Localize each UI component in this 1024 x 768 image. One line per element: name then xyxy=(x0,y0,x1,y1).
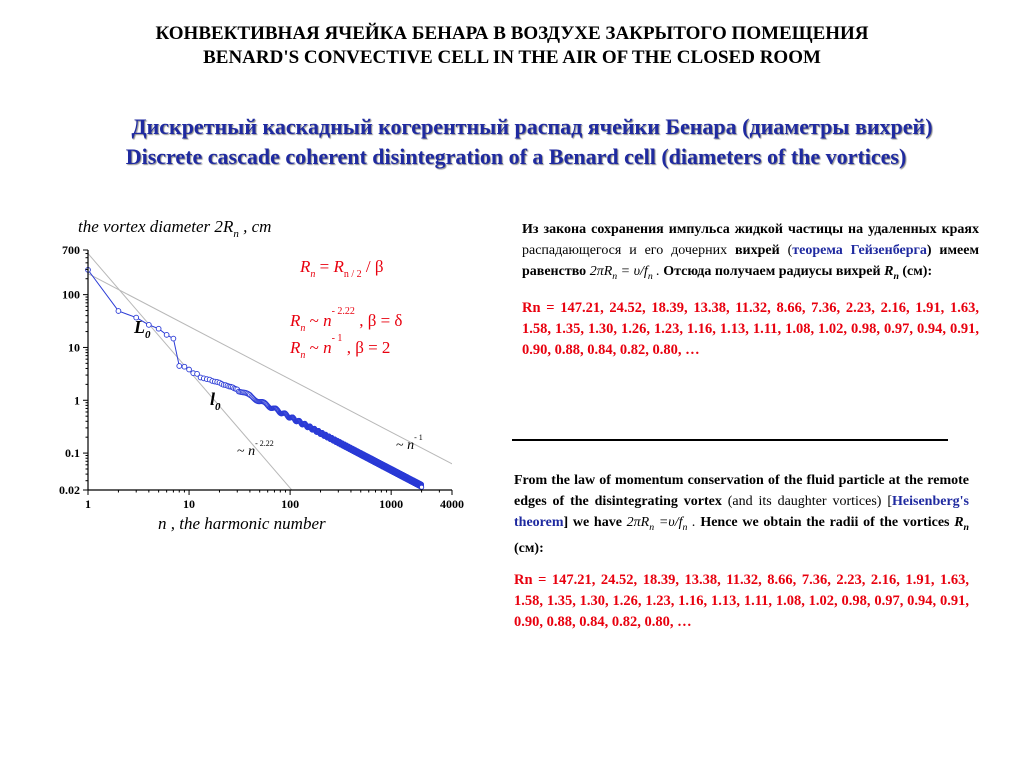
x-tick-label: 4000 xyxy=(440,497,464,511)
data-point xyxy=(116,309,121,314)
en-radii-values: Rn = 147.21, 24.52, 18.39, 13.38, 11.32, 8.66, 7.36, 2.23, 2.16, 1.91, 1.63, 1.58, 1.35, 1.30, 1.26, 1.23, 1.16, 1.13, 1.11, 1.08, 1.02, 0.98, 0.97, 0.94, 0.91, 0.90, 0.88, 0.84, 0.82, 0.80, … xyxy=(514,572,969,630)
annotation-L0: $L_0$ xyxy=(134,317,151,341)
y-tick-label: 100 xyxy=(62,287,80,302)
title-en: BENARD'S CONVECTIVE CELL IN THE AIR OF THE CLOSED ROOM xyxy=(203,47,821,68)
reference-line-0 xyxy=(58,218,470,550)
y-tick-label: 1 xyxy=(74,393,80,408)
subtitle-ru: Дискретный каскадный когерентный распад ячейки Бенара (диаметры вихрей) xyxy=(131,114,933,139)
ru-radii-values: Rn = 147.21, 24.52, 18.39, 13.38, 11.32, 8.66, 7.36, 2.23, 2.16, 1.91, 1.63, 1.58, 1.35, 1.30, 1.26, 1.23, 1.16, 1.13, 1.11, 1.08, 1.02, 0.98, 0.97, 0.94, 0.91, 0.90, 0.88, 0.84, 0.82, 0.80, … xyxy=(522,300,979,358)
data-point xyxy=(156,326,161,331)
formula-cascade: $R_n = R_{n / 2} / \beta$ xyxy=(300,257,384,280)
data-point xyxy=(146,322,151,327)
y-tick-label: 10 xyxy=(68,340,80,355)
section-divider xyxy=(512,439,948,441)
en-text-5: (см): xyxy=(514,541,544,556)
data-point xyxy=(187,367,192,372)
data-point xyxy=(182,364,187,369)
russian-text-block: Из закона сохранения импульса жидкой частицы на удаленных краях распадающегося и его дочерних вихрей (теорема Гейзенберга) имеем равенство $2\pi R_n = \upsilon/f_n$ . Отсюда получаем радиусы вихрей $R_n$ (см): Rn = 147.21, 24.52, 18.39, 13.38, 11.32, 8.66, 7.36, 2.23, 2.16, 1.91, 1.63, 1.58, 1.35, 1.30, 1.26, 1.23, 1.16, 1.13, 1.11, 1.08, 1.02, 0.98, 0.97, 0.94, 0.91, 0.90, 0.88, 0.84, 0.82, 0.80, … xyxy=(522,219,979,361)
y-tick-label: 700 xyxy=(62,243,80,257)
data-point xyxy=(164,332,169,337)
en-text-1: From the law of momentum conservation of the fluid particle at the remote edges of the disintegrating vortex xyxy=(514,473,969,509)
ru-text-3: вихрей xyxy=(734,243,780,258)
en-formula: $2\pi R_n =\upsilon/f_n$ . xyxy=(626,515,696,533)
reference-label-222: ~ $n^{- 2.22}$ xyxy=(237,439,274,459)
ru-text-5: ) имеем равенство xyxy=(522,243,979,279)
y-tick-label: 0.1 xyxy=(65,446,80,461)
x-axis-label: n , the harmonic number xyxy=(158,514,326,533)
data-point xyxy=(419,485,423,489)
reference-lines xyxy=(58,218,470,550)
heisenberg-theorem-link-ru[interactable]: теорема Гейзенберга xyxy=(792,243,927,258)
x-tick-label: 10 xyxy=(183,497,196,511)
vortex-diameter-chart xyxy=(0,200,500,550)
ru-text-2: распадающегося и его дочерних xyxy=(522,243,735,258)
en-text-3: ] we have xyxy=(563,515,627,530)
ru-text-7: (см): xyxy=(902,264,933,279)
y-tick-label: 0.02 xyxy=(59,483,80,497)
annotation-l0: $l_0$ xyxy=(210,389,221,413)
x-tick-label: 100 xyxy=(281,497,300,511)
ru-formula: $2\pi R_n = \upsilon/f_n$ . xyxy=(589,264,660,282)
x-tick-label: 1 xyxy=(85,497,91,511)
formula-delta: $R_n$ ~ $n^{- 2.22}$ , β = δ xyxy=(290,306,403,334)
y-axis-label: the vortex diameter $2R_n$ , cm xyxy=(78,217,272,240)
english-text-block: From the law of momentum conservation of the fluid particle at the remote edges of the disintegrating vortex (and its daughter vortices) [Heisenberg's theorem] we have $2\pi R_n =\upsilon/f_n$ . Hence we obtain the radii of the vortices $R_n$ (см): Rn = 147.21, 24.52, 18.39, 13.38, 11.32, 8.66, 7.36, 2.23, 2.16, 1.91, 1.63, 1.58, 1.35, 1.30, 1.26, 1.23, 1.16, 1.13, 1.11, 1.08, 1.02, 0.98, 0.97, 0.94, 0.91, 0.90, 0.88, 0.84, 0.82, 0.80, … xyxy=(514,470,969,633)
heisenberg-theorem-link-en[interactable]: Heisenberg's theorem xyxy=(514,494,969,530)
en-text-2: (and its daughter vortices) [ xyxy=(721,494,892,509)
subtitle-en: Discrete cascade coherent disintegration of a Benard cell (diameters of the vortices) xyxy=(125,144,907,169)
title-ru: КОНВЕКТИВНАЯ ЯЧЕЙКА БЕНАРА В ВОЗДУХЕ ЗАКРЫТОГО ПОМЕЩЕНИЯ xyxy=(155,23,869,44)
data-point xyxy=(171,336,176,341)
ru-text-1: Из закона сохранения импульса жидкой частицы на удаленных краях xyxy=(522,222,979,237)
ru-text-4: ( xyxy=(779,243,793,258)
formula-two: $R_n$ ~ $n^{- 1}$ , β = 2 xyxy=(290,333,391,361)
chart-axes xyxy=(59,243,464,511)
reference-label-1: ~ $n^{- 1}$ xyxy=(396,433,423,453)
data-point xyxy=(177,364,182,369)
ru-text-6: Отсюда получаем радиусы вихрей xyxy=(659,264,885,279)
en-text-4: Hence we obtain the radii of the vortices xyxy=(695,515,955,530)
x-tick-label: 1000 xyxy=(379,497,404,511)
